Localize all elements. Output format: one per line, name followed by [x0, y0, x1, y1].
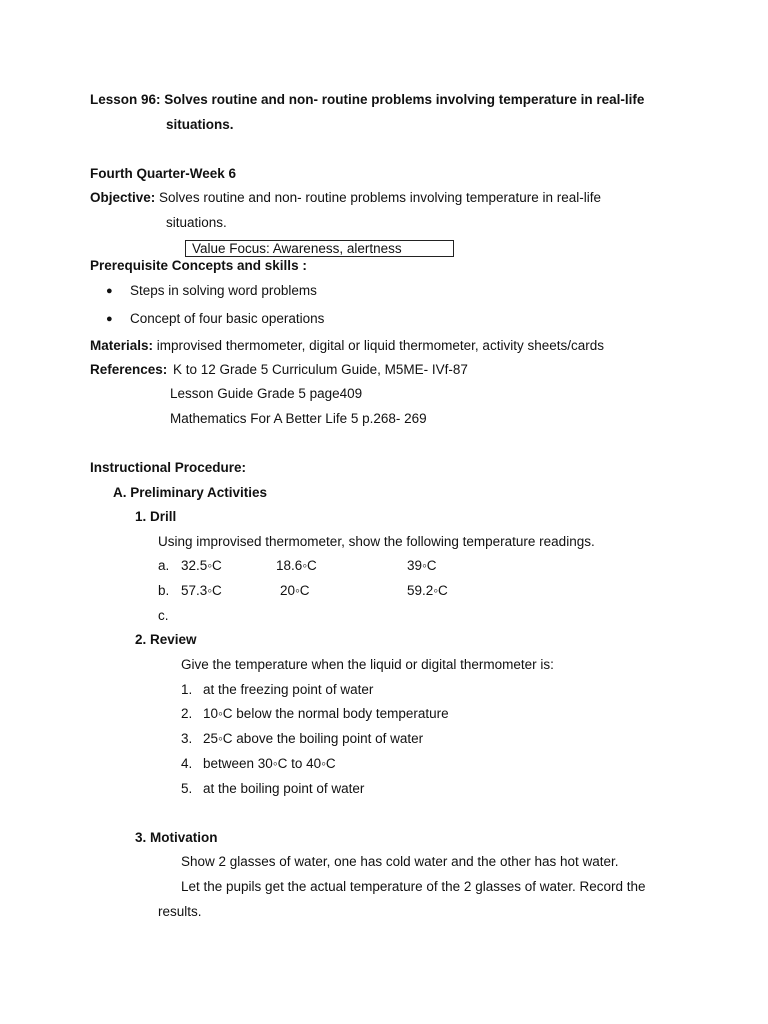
- materials-label: Materials:: [90, 338, 154, 353]
- value-focus-text: Value Focus: Awareness, alertness: [192, 241, 402, 256]
- review-item: 25◦C above the boiling point of water: [203, 731, 424, 746]
- review-item-number: 2.: [181, 706, 193, 721]
- review-item: at the freezing point of water: [203, 682, 374, 697]
- drill-value: 59.2◦C: [407, 583, 448, 598]
- value-focus-box: [185, 240, 454, 257]
- procedure-heading: Instructional Procedure:: [90, 460, 247, 475]
- review-item-number: 5.: [181, 781, 193, 796]
- objective-label: Objective:: [90, 190, 156, 205]
- lesson-title-line1: Lesson 96: Solves routine and non- routine problems involving temperature in real-life: [90, 92, 645, 107]
- motivation-text-line2: Let the pupils get the actual temperature of the 2 glasses of water. Record the: [181, 879, 646, 894]
- drill-row-label: a.: [158, 558, 170, 573]
- lesson-title-line2: situations.: [166, 117, 234, 132]
- bullet-icon: ●: [106, 313, 113, 325]
- objective-text-line2: situations.: [166, 215, 227, 230]
- review-intro: Give the temperature when the liquid or digital thermometer is:: [181, 657, 554, 672]
- review-item: at the boiling point of water: [203, 781, 365, 796]
- drill-value: 57.3◦C: [181, 583, 222, 598]
- review-item-number: 3.: [181, 731, 193, 746]
- quarter-heading: Fourth Quarter-Week 6: [90, 166, 237, 181]
- prerequisite-item: Concept of four basic operations: [130, 311, 325, 326]
- review-item-number: 1.: [181, 682, 193, 697]
- review-item: between 30◦C to 40◦C: [203, 756, 336, 771]
- materials: [90, 338, 604, 354]
- section-a-heading: A. Preliminary Activities: [113, 485, 268, 500]
- objective: [90, 190, 601, 206]
- drill-row-label: b.: [158, 583, 170, 598]
- review-heading: 2. Review: [135, 632, 197, 647]
- review-item: 10◦C below the normal body temperature: [203, 706, 449, 721]
- drill-heading: 1. Drill: [135, 509, 177, 524]
- reference-item: Mathematics For A Better Life 5 p.268- 269: [170, 411, 427, 426]
- drill-intro: Using improvised thermometer, show the following temperature readings.: [158, 534, 595, 549]
- drill-value: 20◦C: [280, 583, 310, 598]
- review-item-number: 4.: [181, 756, 193, 771]
- drill-value: 32.5◦C: [181, 558, 222, 573]
- objective-text: Solves routine and non- routine problems involving temperature in real-life: [159, 190, 602, 205]
- materials-text: improvised thermometer, digital or liquid thermometer, activity sheets/cards: [156, 338, 604, 353]
- motivation-text-line3: results.: [158, 904, 202, 919]
- bullet-icon: ●: [106, 285, 113, 297]
- drill-row-label: c.: [158, 608, 169, 623]
- prerequisite-heading: Prerequisite Concepts and skills :: [90, 258, 307, 273]
- reference-item: Lesson Guide Grade 5 page409: [170, 386, 363, 401]
- reference-item: K to 12 Grade 5 Curriculum Guide, M5ME- IVf-87: [173, 362, 468, 377]
- drill-value: 39◦C: [407, 558, 437, 573]
- motivation-heading: 3. Motivation: [135, 830, 218, 845]
- references-label: References:: [90, 362, 168, 377]
- motivation-text-line1: Show 2 glasses of water, one has cold water and the other has hot water.: [181, 854, 619, 869]
- drill-value: 18.6◦C: [276, 558, 317, 573]
- prerequisite-item: Steps in solving word problems: [130, 283, 317, 298]
